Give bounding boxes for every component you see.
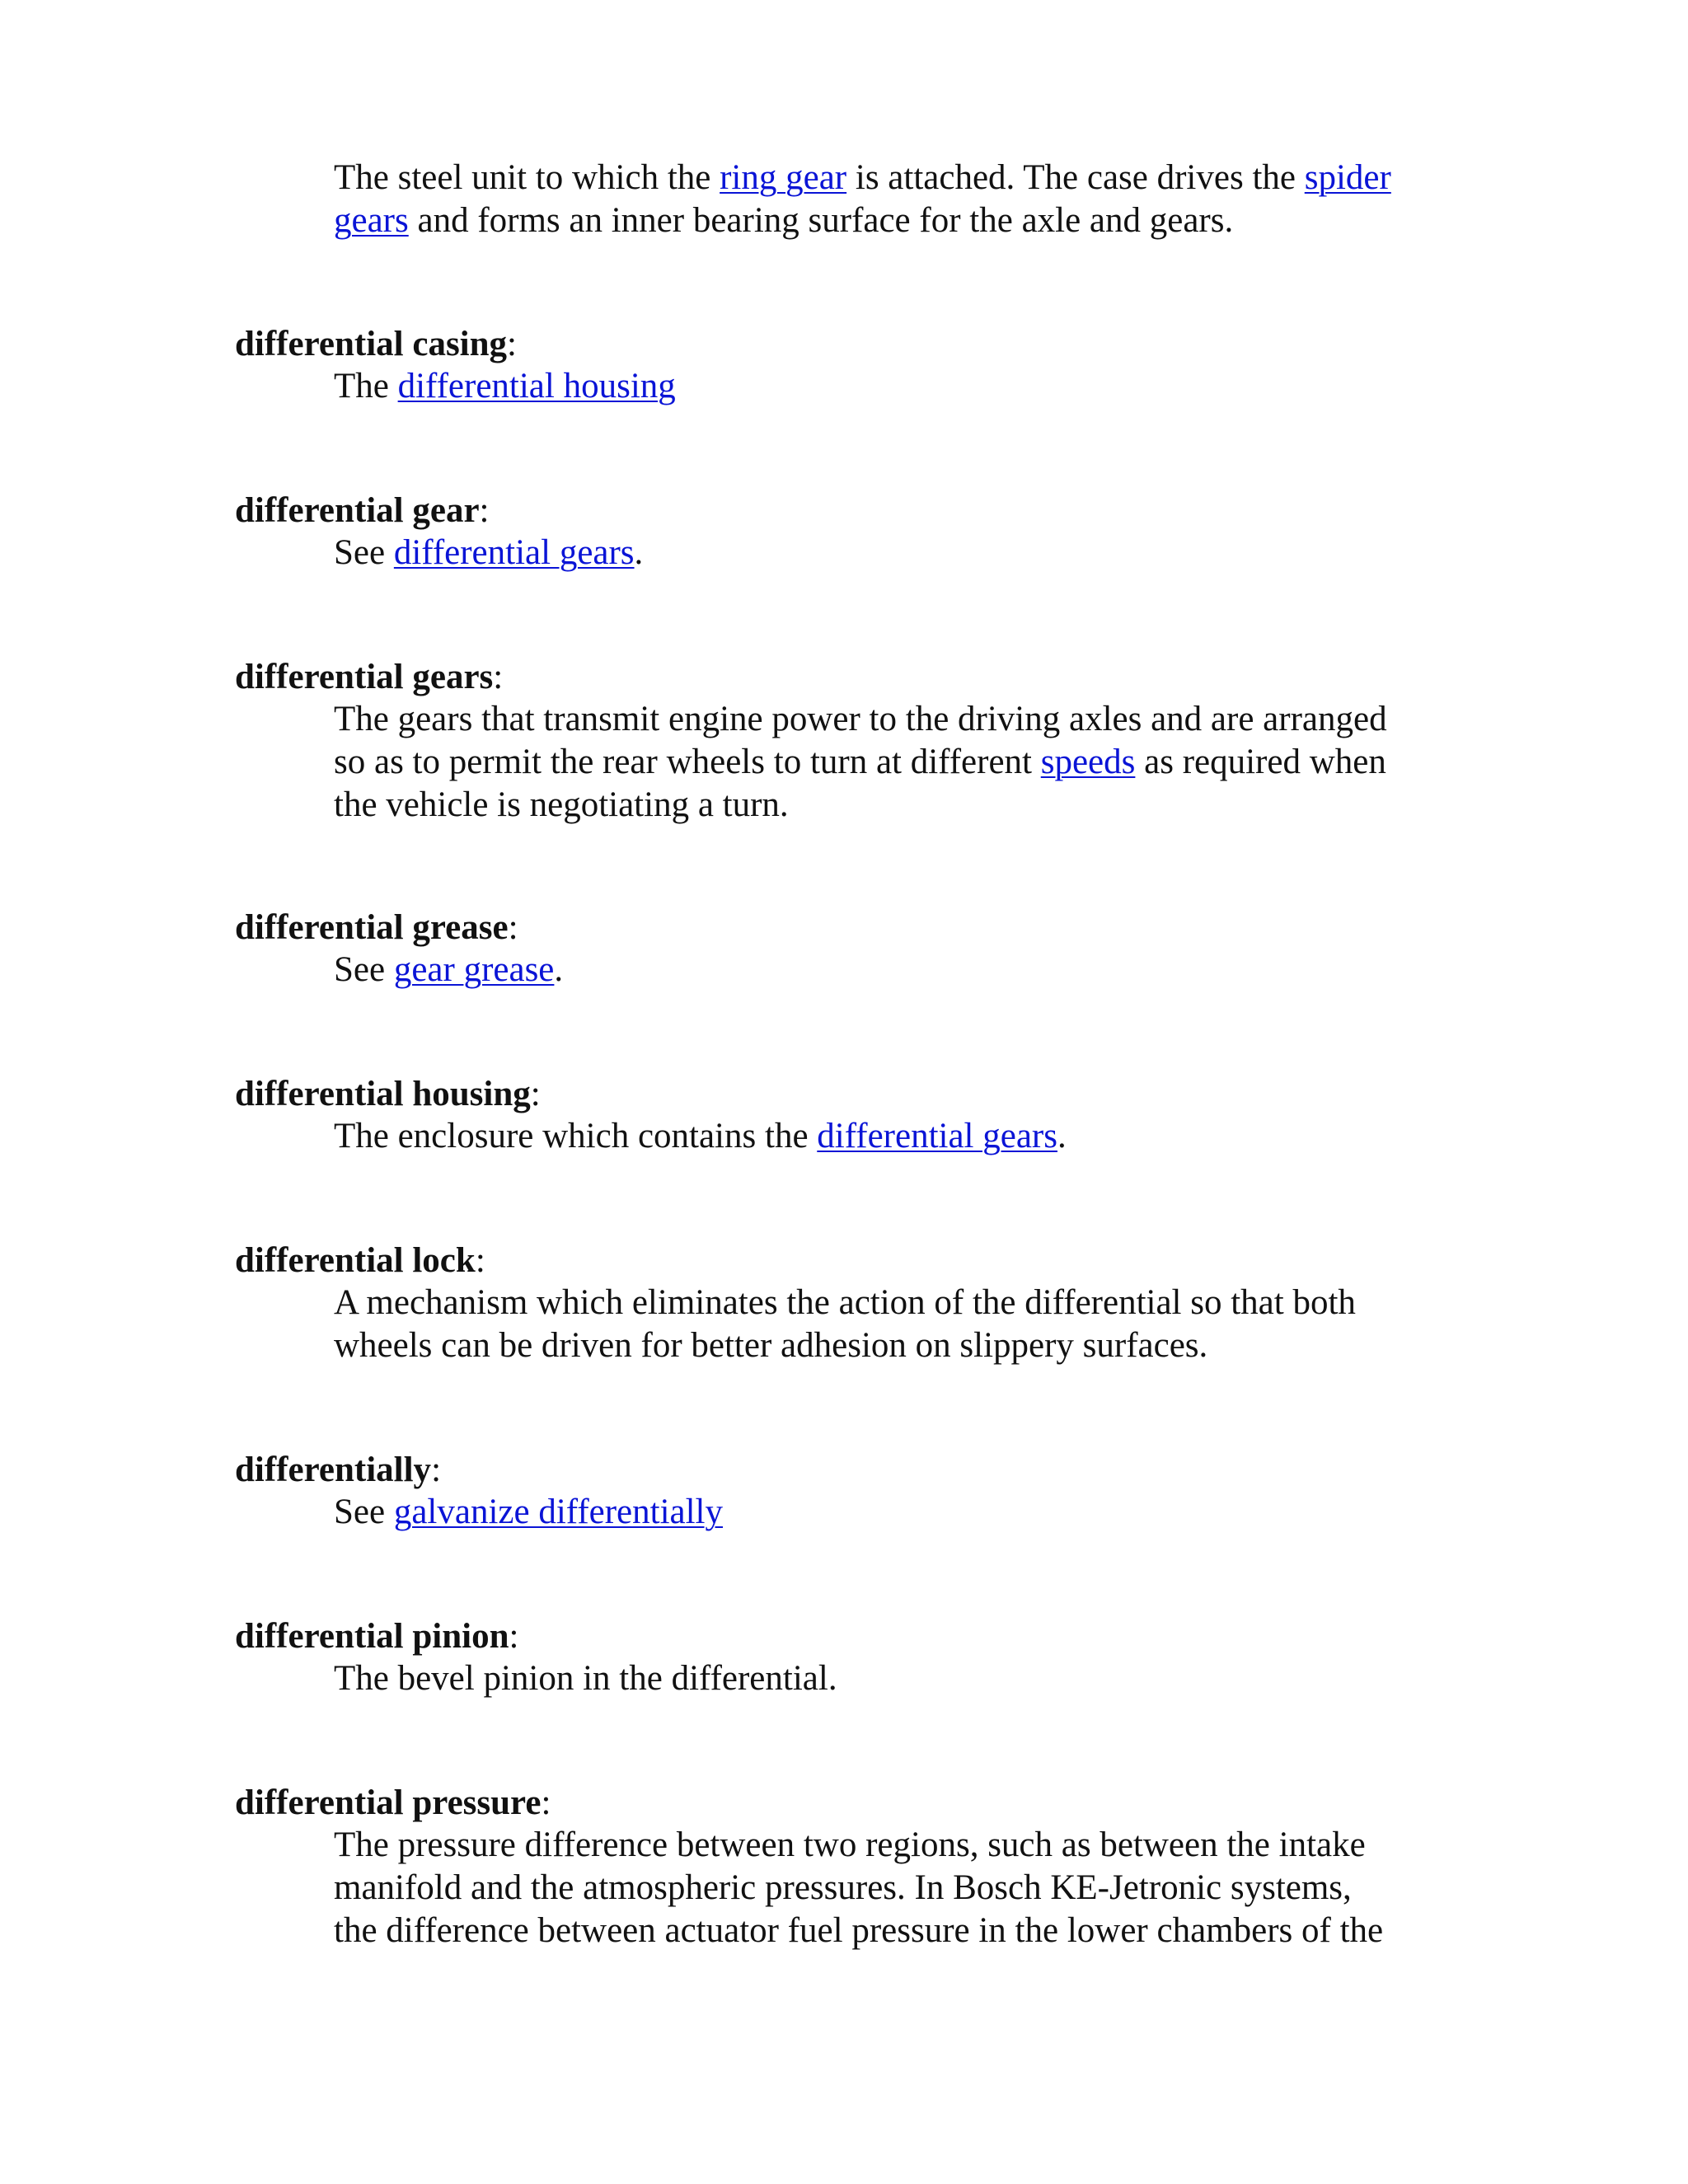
definition-text: .: [634, 533, 644, 572]
cross-reference-link[interactable]: gears: [334, 201, 409, 240]
cross-reference-link[interactable]: galvanize differentially: [393, 1493, 724, 1531]
term-label: differential pinion: [235, 1617, 509, 1656]
definition-line: [334, 949, 1504, 991]
entry-term: [235, 907, 518, 949]
definition-line: [334, 157, 1504, 199]
entry-term: [235, 1240, 485, 1282]
definition-line: [334, 1324, 1504, 1367]
definition-text: so as to permit the rear wheels to turn at different: [334, 743, 1041, 781]
entry-definition: [334, 157, 1504, 242]
definition-text: .: [554, 950, 564, 989]
term-label: differential housing: [235, 1075, 531, 1113]
definition-text: .: [1057, 1117, 1067, 1155]
term-colon: :: [541, 1783, 551, 1822]
definition-text: A mechanism which eliminates the action of the differential so that both: [334, 1283, 1356, 1322]
entry-definition: [334, 1491, 1504, 1534]
entry-definition: [334, 698, 1504, 827]
definition-line: [334, 1910, 1504, 1952]
term-colon: :: [530, 1075, 541, 1113]
term-label: differential grease: [235, 908, 509, 947]
entry-definition: [334, 949, 1504, 991]
definition-text: The: [334, 367, 398, 405]
definition-line: [334, 1115, 1504, 1158]
definition-line: [334, 365, 1504, 408]
term-colon: :: [431, 1451, 442, 1489]
cross-reference-link[interactable]: differential gears: [393, 533, 635, 572]
cross-reference-link[interactable]: spider: [1304, 158, 1391, 197]
definition-text: and forms an inner bearing surface for the axle and gears.: [408, 201, 1234, 240]
entry-definition: [334, 1657, 1504, 1700]
definition-line: [334, 698, 1504, 741]
definition-line: [334, 532, 1504, 574]
definition-text: See: [334, 950, 394, 989]
term-colon: :: [493, 658, 504, 696]
definition-text: The pressure difference between two regions, such as between the intake: [334, 1825, 1366, 1864]
definition-text: See: [334, 1493, 394, 1531]
entry-definition: [334, 365, 1504, 408]
definition-line: [334, 784, 1504, 827]
term-label: differential pressure: [235, 1783, 542, 1822]
definition-text: the difference between actuator fuel pressure in the lower chambers of the: [334, 1911, 1384, 1950]
entry-term: [235, 656, 503, 699]
definition-text: See: [334, 533, 394, 572]
term-label: differential gears: [235, 658, 494, 696]
entry-term: [235, 1449, 441, 1492]
cross-reference-link[interactable]: speeds: [1040, 743, 1136, 781]
definition-text: as required when: [1135, 743, 1386, 781]
definition-text: The bevel pinion in the differential.: [334, 1659, 837, 1698]
term-label: differential lock: [235, 1241, 476, 1280]
entry-definition: [334, 532, 1504, 574]
term-colon: :: [507, 325, 517, 363]
definition-line: [334, 1282, 1504, 1324]
entry-term: [235, 490, 489, 532]
cross-reference-link[interactable]: ring gear: [720, 158, 847, 197]
definition-text: The enclosure which contains the: [334, 1117, 818, 1155]
definition-text: the vehicle is negotiating a turn.: [334, 785, 789, 824]
definition-line: [334, 1657, 1504, 1700]
term-colon: :: [508, 908, 518, 947]
term-label: differential gear: [235, 491, 480, 530]
entry-term: [235, 323, 517, 366]
entry-term: [235, 1073, 541, 1116]
term-colon: :: [479, 491, 490, 530]
entry-definition: [334, 1282, 1504, 1367]
definition-line: [334, 741, 1504, 784]
term-label: differential casing: [235, 325, 508, 363]
definition-text: The gears that transmit engine power to the driving axles and are arranged: [334, 700, 1387, 738]
entry-definition: [334, 1824, 1504, 1952]
entry-term: [235, 1782, 551, 1825]
cross-reference-link[interactable]: differential housing: [397, 367, 676, 405]
definition-line: [334, 1824, 1504, 1867]
definition-line: [334, 1491, 1504, 1534]
entry-term: [235, 1615, 518, 1658]
definition-text: wheels can be driven for better adhesion on slippery surfaces.: [334, 1326, 1208, 1365]
definition-text: manifold and the atmospheric pressures. In Bosch KE-Jetronic systems,: [334, 1868, 1352, 1907]
definition-line: [334, 1867, 1504, 1910]
definition-text: is attached. The case drives the: [846, 158, 1305, 197]
term-colon: :: [475, 1241, 485, 1280]
term-label: differentially: [235, 1451, 432, 1489]
definition-text: The steel unit to which the: [334, 158, 720, 197]
entry-definition: [334, 1115, 1504, 1158]
definition-line: [334, 199, 1504, 242]
term-colon: :: [509, 1617, 519, 1656]
cross-reference-link[interactable]: gear grease: [393, 950, 555, 989]
cross-reference-link[interactable]: differential gears: [817, 1117, 1057, 1155]
